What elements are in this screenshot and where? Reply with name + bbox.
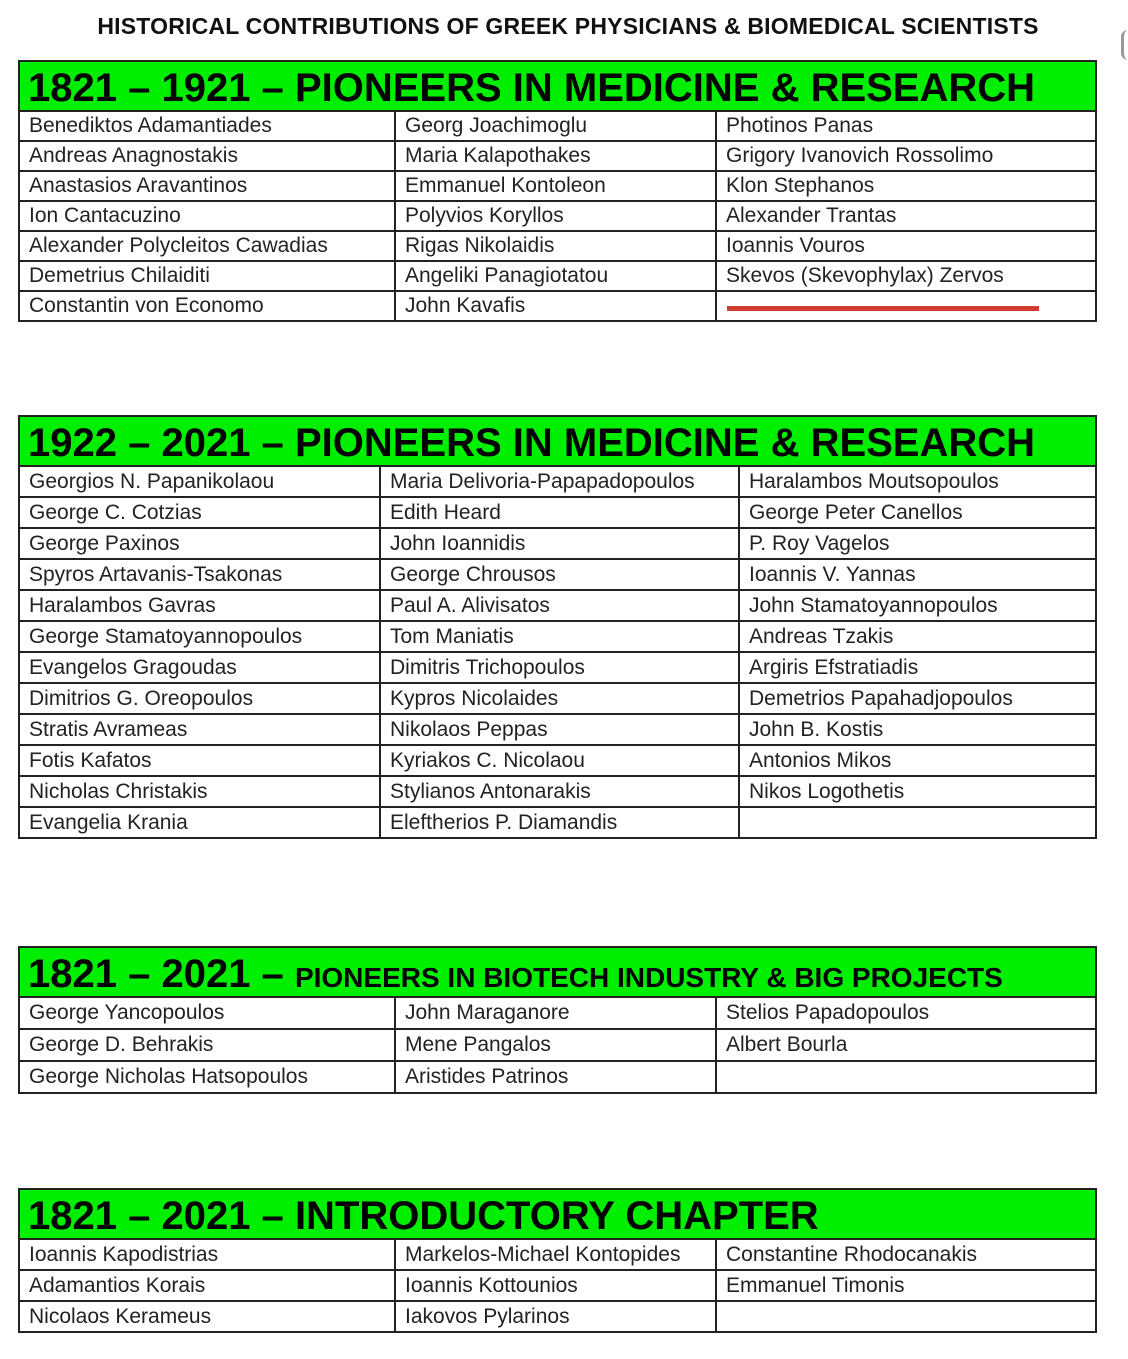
name-cell: Iakovos Pylarinos (395, 1301, 716, 1332)
table-row (19, 590, 1096, 621)
name-cell: Dimitrios G. Oreopoulos (19, 683, 380, 714)
name-cell: Kypros Nicolaides (380, 683, 739, 714)
name-cell: John Ioannidis (380, 528, 739, 559)
section-years: 1821 – 2021 – (28, 952, 284, 996)
section-years: 1922 – 2021 – (28, 421, 284, 465)
name-cell: Demetrios Papahadjopoulos (739, 683, 1096, 714)
name-cell: Stylianos Antonarakis (380, 776, 739, 807)
name-cell: Anastasios Aravantinos (19, 171, 395, 201)
name-cell: Alexander Polycleitos Cawadias (19, 231, 395, 261)
name-cell: Photinos Panas (716, 112, 1096, 141)
section-header (18, 946, 1097, 998)
table-row (19, 141, 1096, 171)
name-cell: John Stamatoyannopoulos (739, 590, 1096, 621)
name-cell: Maria Delivoria-Papapadopoulos (380, 467, 739, 497)
name-cell: Aristides Patrinos (395, 1061, 716, 1093)
table-row (19, 807, 1096, 838)
name-cell: Ioannis V. Yannas (739, 559, 1096, 590)
name-cell: George Peter Canellos (739, 497, 1096, 528)
name-cell: Mene Pangalos (395, 1029, 716, 1061)
table-row (19, 1061, 1096, 1093)
name-cell: Alexander Trantas (716, 201, 1096, 231)
name-cell: George C. Cotzias (19, 497, 380, 528)
page-edge-mark (1121, 30, 1128, 60)
section-years: 1821 – 2021 – (28, 1194, 284, 1238)
name-cell (716, 1061, 1096, 1093)
table-row (19, 559, 1096, 590)
section-1821-2021-biotech (18, 946, 1097, 1094)
table-row (19, 683, 1096, 714)
name-cell: George Paxinos (19, 528, 380, 559)
name-cell: Nicolaos Kerameus (19, 1301, 395, 1332)
section-1922-2021-medicine (18, 415, 1097, 839)
section-heading: PIONEERS IN MEDICINE & RESEARCH (294, 66, 1036, 110)
names-table (18, 1240, 1097, 1333)
table-row (19, 714, 1096, 745)
name-cell: Ioannis Kottounios (395, 1270, 716, 1301)
name-cell: Markelos-Michael Kontopides (395, 1240, 716, 1270)
section-heading: INTRODUCTORY CHAPTER (294, 1194, 819, 1238)
name-cell: Stratis Avrameas (19, 714, 380, 745)
name-cell: Andreas Tzakis (739, 621, 1096, 652)
section-years: 1821 – 1921 – (28, 66, 284, 110)
name-cell (739, 807, 1096, 838)
name-cell: Edith Heard (380, 497, 739, 528)
table-row (19, 1029, 1096, 1061)
table-row (19, 776, 1096, 807)
section-1821-1921-medicine (18, 60, 1097, 322)
name-cell: P. Roy Vagelos (739, 528, 1096, 559)
name-cell: Klon Stephanos (716, 171, 1096, 201)
name-cell: Georgios N. Papanikolaou (19, 467, 380, 497)
table-row (19, 652, 1096, 683)
name-cell: Nicholas Christakis (19, 776, 380, 807)
table-row (19, 621, 1096, 652)
name-cell: Dimitris Trichopoulos (380, 652, 739, 683)
table-row (19, 201, 1096, 231)
name-cell: Grigory Ivanovich Rossolimo (716, 141, 1096, 171)
name-cell: Antonios Mikos (739, 745, 1096, 776)
name-cell: Constantine Rhodocanakis (716, 1240, 1096, 1270)
table-row (19, 745, 1096, 776)
name-cell: George Nicholas Hatsopoulos (19, 1061, 395, 1093)
name-cell: Albert Bourla (716, 1029, 1096, 1061)
table-row (19, 998, 1096, 1029)
table-row (19, 1240, 1096, 1270)
name-cell: Emmanuel Kontoleon (395, 171, 716, 201)
table-row (19, 261, 1096, 291)
section-1821-2021-introductory (18, 1188, 1097, 1333)
table-row (19, 467, 1096, 497)
name-cell (716, 1301, 1096, 1332)
table-row (19, 1301, 1096, 1332)
name-cell: Angeliki Panagiotatou (395, 261, 716, 291)
name-cell: Adamantios Korais (19, 1270, 395, 1301)
name-cell: Spyros Artavanis-Tsakonas (19, 559, 380, 590)
table-row (19, 112, 1096, 141)
name-cell: Polyvios Koryllos (395, 201, 716, 231)
name-cell: Kyriakos C. Nicolaou (380, 745, 739, 776)
table-row (19, 231, 1096, 261)
name-cell: Skevos (Skevophylax) Zervos (716, 261, 1096, 291)
name-cell: Eleftherios P. Diamandis (380, 807, 739, 838)
name-cell: Ion Cantacuzino (19, 201, 395, 231)
name-cell: Andreas Anagnostakis (19, 141, 395, 171)
table-row (19, 1270, 1096, 1301)
section-heading: PIONEERS IN MEDICINE & RESEARCH (294, 421, 1036, 465)
name-cell: George D. Behrakis (19, 1029, 395, 1061)
section-header (18, 415, 1097, 467)
name-cell: George Stamatoyannopoulos (19, 621, 380, 652)
name-cell: Ioannis Vouros (716, 231, 1096, 261)
page-title: HISTORICAL CONTRIBUTIONS OF GREEK PHYSICIANS & BIOMEDICAL SCIENTISTS (97, 13, 1039, 39)
name-cell: Paul A. Alivisatos (380, 590, 739, 621)
name-cell: Tom Maniatis (380, 621, 739, 652)
section-header (18, 60, 1097, 112)
name-cell: Benediktos Adamantiades (19, 112, 395, 141)
names-table (18, 998, 1097, 1094)
name-cell: Haralambos Moutsopoulos (739, 467, 1096, 497)
section-heading: PIONEERS IN BIOTECH INDUSTRY & BIG PROJECTS (294, 962, 1003, 993)
name-cell: Demetrius Chilaiditi (19, 261, 395, 291)
name-cell: Fotis Kafatos (19, 745, 380, 776)
name-cell: John Maraganore (395, 998, 716, 1029)
section-header (18, 1188, 1097, 1240)
name-cell: George Chrousos (380, 559, 739, 590)
name-cell: Ioannis Kapodistrias (19, 1240, 395, 1270)
name-cell: Nikolaos Peppas (380, 714, 739, 745)
names-table (18, 112, 1097, 322)
name-cell: Haralambos Gavras (19, 590, 380, 621)
name-cell: John B. Kostis (739, 714, 1096, 745)
name-cell: John Kavafis (395, 291, 716, 321)
table-row (19, 497, 1096, 528)
name-cell: Evangelos Gragoudas (19, 652, 380, 683)
table-row (19, 528, 1096, 559)
name-cell: Emmanuel Timonis (716, 1270, 1096, 1301)
name-cell: Nikos Logothetis (739, 776, 1096, 807)
name-cell: Stelios Papadopoulos (716, 998, 1096, 1029)
name-cell: George Yancopoulos (19, 998, 395, 1029)
table-row (19, 171, 1096, 201)
names-table (18, 467, 1097, 839)
name-cell: Argiris Efstratiadis (739, 652, 1096, 683)
name-cell: Constantin von Economo (19, 291, 395, 321)
name-cell: Rigas Nikolaidis (395, 231, 716, 261)
highlight-underline (727, 306, 1039, 311)
name-cell: Georg Joachimoglu (395, 112, 716, 141)
name-cell: Evangelia Krania (19, 807, 380, 838)
name-cell: Maria Kalapothakes (395, 141, 716, 171)
